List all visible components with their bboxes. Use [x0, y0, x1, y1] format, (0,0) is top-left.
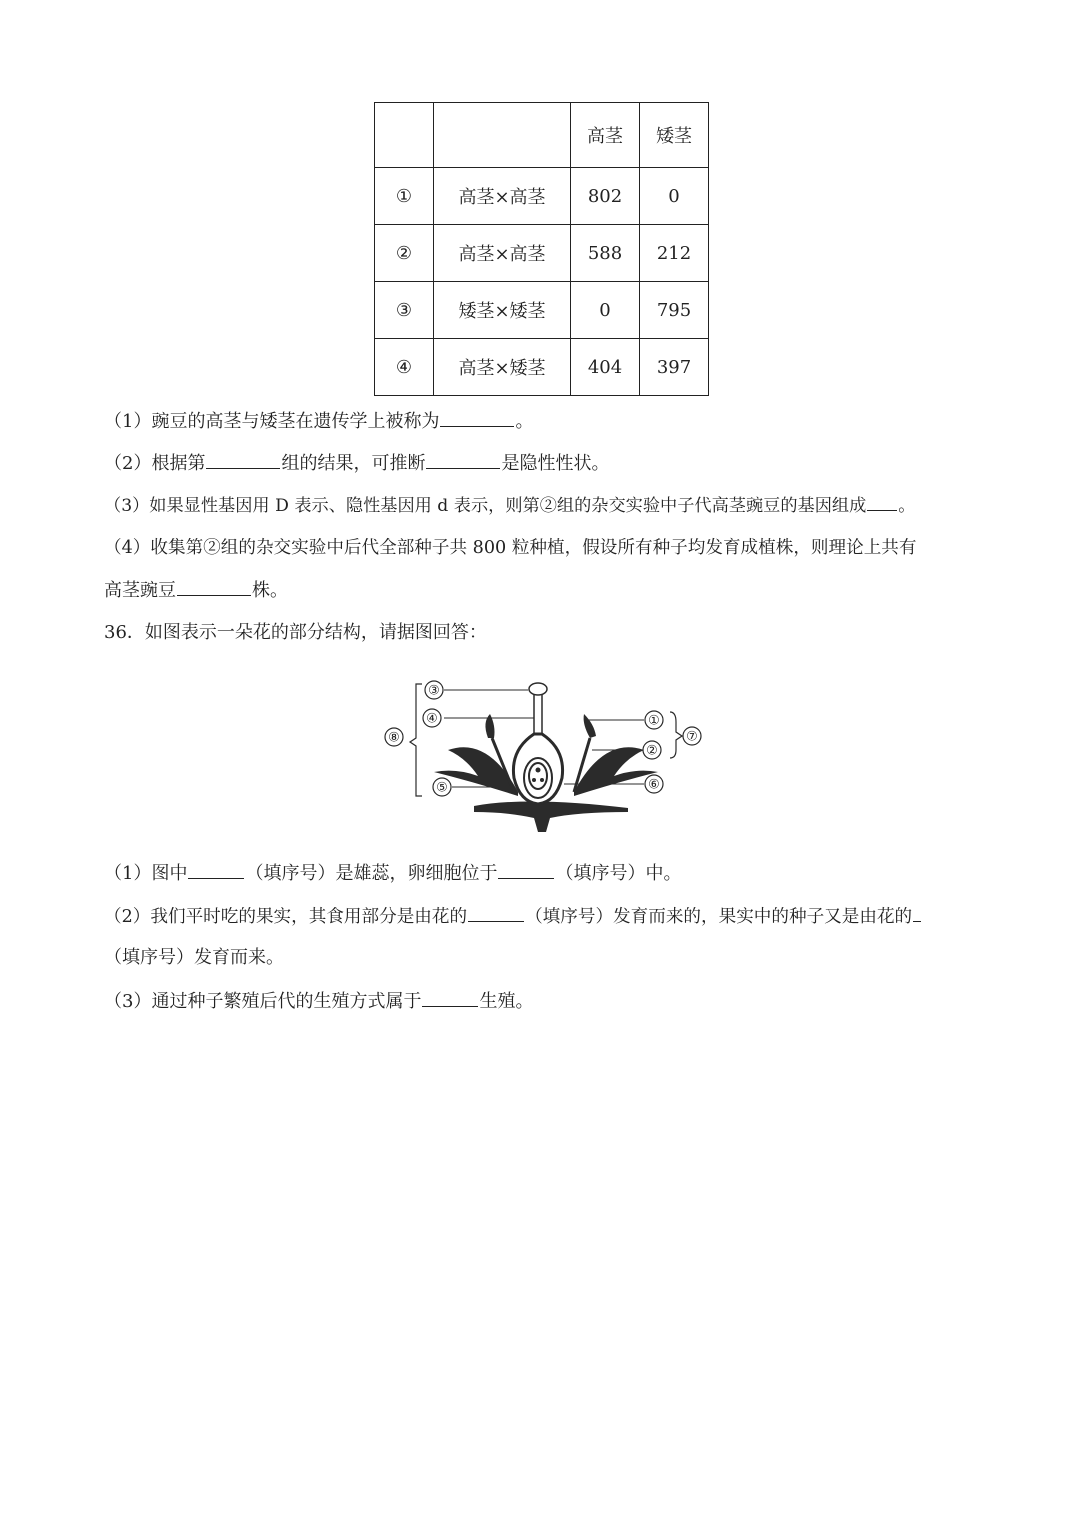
label-4: ④	[426, 711, 438, 727]
q35-part3-end: 。	[898, 496, 916, 516]
q35-part1-end: 。	[515, 411, 534, 432]
q35-part3	[104, 492, 984, 519]
answer-blank[interactable]	[206, 450, 280, 469]
q36-part3-text: （3）通过种子繁殖后代的生殖方式属于	[104, 991, 422, 1012]
answer-blank[interactable]	[867, 492, 897, 511]
tall-count: 802	[571, 168, 640, 225]
short-count: 212	[640, 225, 709, 282]
q36-part2-text: （2）我们平时吃的果实，其食用部分是由花的	[104, 907, 468, 927]
group-number: ③	[375, 282, 434, 339]
label-8: ⑧	[388, 730, 400, 746]
answer-blank[interactable]	[468, 903, 524, 922]
table-row	[375, 282, 709, 339]
q36-part2-line1	[104, 903, 984, 930]
answer-blank[interactable]	[188, 860, 244, 879]
q35-part4-cont: 高茎豌豆	[104, 580, 176, 601]
flower-structure-diagram	[378, 676, 714, 836]
answer-blank[interactable]	[177, 577, 251, 596]
q36-part3-end: 生殖。	[479, 991, 534, 1012]
q35-part2-end: 是隐性性状。	[501, 453, 610, 474]
header-short-stem: 矮茎	[640, 103, 709, 168]
q35-part1-text: （1）豌豆的高茎与矮茎在遗传学上被称为	[104, 411, 440, 432]
short-count: 397	[640, 339, 709, 396]
q36-part1-mid: （填序号）是雄蕊，卵细胞位于	[245, 863, 498, 884]
label-7: ⑦	[686, 729, 698, 745]
table-row	[375, 339, 709, 396]
q35-part4-end: 株。	[252, 580, 288, 601]
q36-part1-end: （填序号）中。	[555, 863, 682, 884]
answer-blank[interactable]	[913, 903, 921, 922]
tall-count: 0	[571, 282, 640, 339]
q35-part2-mid: 组的结果，可推断	[281, 453, 426, 474]
group-number: ④	[375, 339, 434, 396]
q36-part2-mid: （填序号）发育而来的，果实中的种子又是由花的	[525, 907, 913, 927]
group-number: ①	[375, 168, 434, 225]
tall-count: 588	[571, 225, 640, 282]
cross-type: 高茎×高茎	[434, 225, 571, 282]
table-row	[375, 225, 709, 282]
pea-cross-table	[374, 102, 709, 396]
cross-type: 高茎×矮茎	[434, 339, 571, 396]
q35-part4-line2	[104, 577, 984, 604]
header-tall-stem: 高茎	[571, 103, 640, 168]
group-number: ②	[375, 225, 434, 282]
q36-part2-line2: （填序号）发育而来。	[104, 947, 284, 968]
table-header-row	[375, 103, 709, 168]
header-cell-empty	[375, 103, 434, 168]
q35-part2	[104, 450, 984, 477]
q35-part2-text: （2）根据第	[104, 453, 206, 474]
answer-blank[interactable]	[440, 408, 514, 427]
answer-blank[interactable]	[426, 450, 500, 469]
q35-part3-text: （3）如果显性基因用 D 表示、隐性基因用 d 表示，则第②组的杂交实验中子代高茎豌豆的基因组成	[104, 496, 867, 516]
header-cell-empty	[434, 103, 571, 168]
q35-part1	[104, 408, 984, 435]
answer-blank[interactable]	[422, 988, 478, 1007]
q36-part3	[104, 988, 984, 1015]
table-row	[375, 168, 709, 225]
tall-count: 404	[571, 339, 640, 396]
q36-part1	[104, 860, 984, 887]
label-5: ⑤	[436, 780, 448, 796]
label-2: ②	[646, 743, 658, 759]
short-count: 795	[640, 282, 709, 339]
q36-title: 36．如图表示一朵花的部分结构，请据图回答：	[104, 622, 487, 643]
label-6: ⑥	[648, 777, 660, 793]
answer-blank[interactable]	[498, 860, 554, 879]
q35-part4-text: （4）收集第②组的杂交实验中后代全部种子共 800 粒种植，假设所有种子均发育成植株，则理论上共有	[104, 538, 917, 558]
cross-type: 矮茎×矮茎	[434, 282, 571, 339]
cross-type: 高茎×高茎	[434, 168, 571, 225]
label-1: ①	[648, 713, 660, 729]
short-count: 0	[640, 168, 709, 225]
q36-part1-text: （1）图中	[104, 863, 188, 884]
q35-part4-line1	[104, 535, 984, 561]
label-3: ③	[428, 683, 440, 699]
